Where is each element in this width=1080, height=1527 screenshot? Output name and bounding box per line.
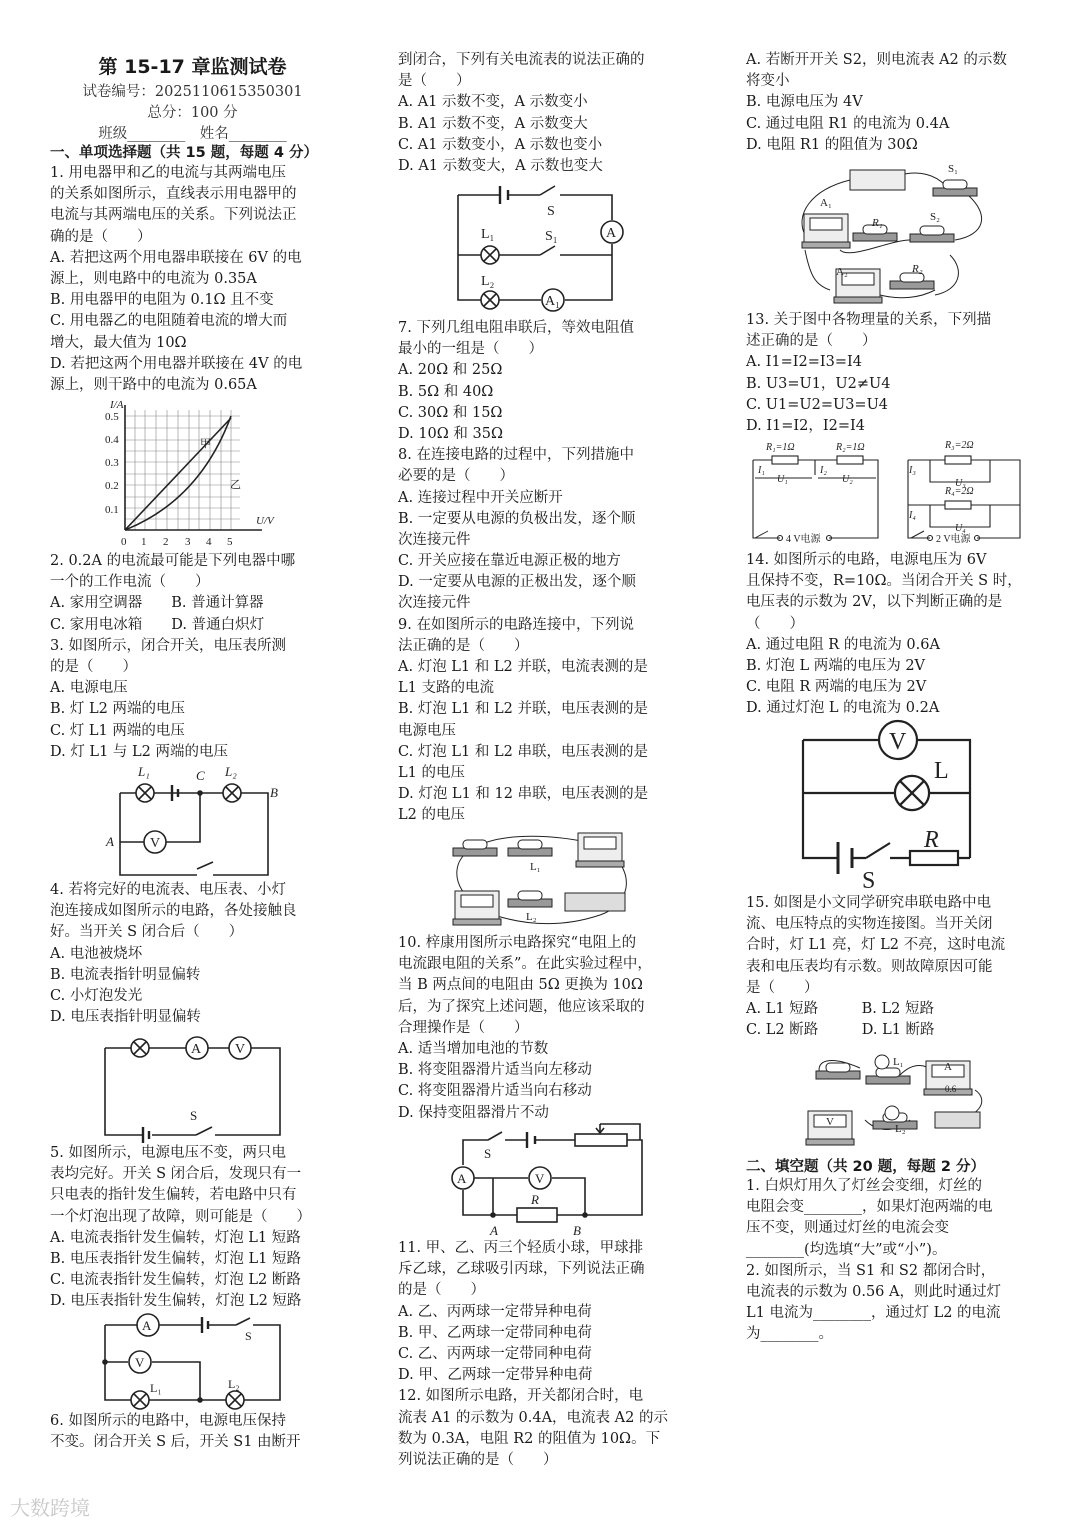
switch-label: S: [190, 1108, 198, 1123]
text-line: C. 家用电冰箱 D. 普通白炽灯: [50, 616, 265, 633]
text-line: B. 一定要从电源的负极出发，逐个顺: [398, 510, 636, 527]
voltage-label: U₂: [842, 474, 853, 485]
voltmeter-label: V: [889, 729, 907, 755]
resistor-label: R: [924, 827, 939, 853]
ammeter-label: A₂: [836, 266, 848, 278]
text-line: 电源电压: [398, 722, 456, 739]
text-line: A. 若断开开关 S2，则电流表 A2 的示数: [746, 52, 1007, 68]
lamp-label: L₁: [481, 227, 495, 242]
text-line: D. 10Ω 和 35Ω: [398, 425, 503, 442]
current-label: I₃: [909, 465, 916, 476]
label-jia: 甲: [200, 438, 211, 450]
text-line: 当 B 两点间的电阻由 5Ω 更换为 10Ω: [398, 977, 643, 994]
label: C: [196, 768, 205, 783]
text-line: 不变。闭合开关 S 后，开关 S1 由断开: [50, 1434, 301, 1451]
voltmeter-label: V: [535, 1171, 545, 1186]
text-line: 7. 下列几组电阻串联后，等效电阻值: [398, 320, 634, 336]
ammeter-label: A₁: [820, 197, 832, 209]
text-line: D. 灯泡 L1 和 12 串联，电压表测的是: [398, 786, 649, 803]
ammeter-label: A: [142, 1318, 152, 1333]
y-axis-label: I/A: [110, 399, 124, 411]
q9-apparatus-picture: [453, 833, 626, 925]
q1-iu-graph: [105, 399, 275, 548]
current-label: I₂: [820, 465, 827, 476]
text-line: D. A1 示数变大，A 示数也变大: [398, 157, 603, 174]
text-line: 3. 如图所示，闭合开关，电压表所测: [50, 637, 286, 654]
text-line: L1 的电压: [398, 764, 465, 781]
axes: [125, 405, 262, 530]
text-line: 次连接元件: [398, 595, 471, 612]
text-line: ________(均选填“大”或“小”)。: [746, 1241, 947, 1258]
text-line: 表均完好。开关 S 闭合后，发现只有一: [50, 1166, 302, 1183]
text-line: D. 若把这两个用电器并联接在 4V 的电: [50, 355, 303, 372]
text-line: C. 用电器乙的电阻随着电流的增大而: [50, 313, 288, 330]
resistor-label: R₂: [912, 263, 923, 275]
text-line: 次连接元件: [398, 531, 471, 548]
text-line: 的是（ ）: [50, 658, 137, 675]
text-line: C. U1=U2=U3=U4: [746, 396, 889, 413]
text-line: 的关系如图所示，直线表示用电器甲的: [50, 186, 297, 203]
text-line: C. 电流表指针发生偏转，灯泡 L2 断路: [50, 1272, 301, 1289]
point-label: A: [490, 1223, 498, 1238]
text-line: 列说法正确的是（ ）: [398, 1451, 558, 1468]
text-line: C. A1 示数变小，A 示数也变小: [398, 136, 603, 153]
switch-label: S: [245, 1329, 252, 1343]
text-line: A. 电源电压: [50, 680, 128, 697]
scale-label: 0.6: [945, 1084, 957, 1094]
label: L₂: [225, 764, 237, 779]
current-label: I₁: [758, 465, 765, 476]
q3-circuit: [105, 764, 278, 875]
text-line: 4. 若将完好的电流表、电压表、小灯: [50, 882, 286, 898]
text-line: 11. 甲、乙、丙三个轻质小球，甲球排: [398, 1240, 644, 1256]
text-line: B. 电流表指针明显偏转: [50, 966, 201, 983]
text-line: D. I1=I2，I2=I4: [746, 417, 865, 434]
text-line: 源上，则干路中的电流为 0.65A: [50, 376, 257, 393]
text-line: B. U3=U1，U2≠U4: [746, 375, 891, 392]
text-line: 12. 如图所示电路，开关都闭合时，电: [398, 1388, 644, 1405]
lamp-label: L₂: [228, 1377, 240, 1391]
text-line: A. 乙、丙两球一定带异种电荷: [398, 1303, 592, 1320]
text-line: 2. 0.2A 的电流最可能是下列电器中哪: [50, 553, 296, 569]
resistor-label: R₁: [872, 217, 883, 229]
q14-circuit: [803, 721, 970, 894]
text-line: A. 家用空调器 B. 普通计算器: [50, 595, 264, 612]
text-line: A. I1=I2=I3=I4: [746, 354, 862, 371]
text-line: 电阻会变________，如果灯泡两端的电: [746, 1199, 993, 1216]
voltage-label: U₁: [777, 474, 788, 485]
text-line: C. 30Ω 和 15Ω: [398, 404, 503, 421]
text-line: 一个的工作电流（ ）: [50, 574, 210, 591]
text-line: 为________。: [746, 1326, 833, 1343]
y-tick: 0.1: [105, 504, 119, 516]
switch-label: S₁: [545, 229, 558, 244]
text-line: 10. 梓康用图所示电路探究“电阻上的: [398, 935, 637, 951]
text-line: C. 灯泡 L1 和 L2 串联，电压表测的是: [398, 743, 648, 760]
x-tick: 3: [185, 536, 191, 548]
text-line: 最小的一组是（ ）: [398, 341, 543, 358]
text-line: 斥乙球，乙球吸引丙球，下列说法正确: [398, 1261, 645, 1278]
section-heading-choice: 一、单项选择题（共 15 题，每题 4 分）: [50, 145, 318, 161]
text-line: D. 通过灯泡 L 的电流为 0.2A: [746, 700, 940, 717]
ammeter-label: A: [606, 226, 617, 241]
text-line: D. 保持变阻器滑片不动: [398, 1104, 549, 1121]
text-line: B. 用电器甲的电阻为 0.1Ω 且不变: [50, 292, 274, 309]
voltmeter-label: V: [150, 836, 161, 851]
label: L₁: [138, 764, 150, 779]
label-yi: 乙: [230, 479, 241, 491]
text-line: 8. 在连接电路的过程中，下列措施中: [398, 447, 634, 464]
label: A: [106, 834, 114, 849]
text-line: 9. 在如图所示的电路连接中，下列说: [398, 616, 634, 633]
text-line: 泡连接成如图所示的电路，各处接触良: [50, 903, 297, 920]
text-line: 合时，灯 L1 亮，灯 L2 不亮，这时电流: [746, 937, 1006, 954]
x-tick: 5: [227, 536, 233, 548]
lamp-label: L₂: [526, 911, 537, 923]
text-line: 电流表的示数为 0.56 A，则此时通过灯: [746, 1283, 1001, 1300]
source-label: 4 V电源: [786, 534, 821, 545]
text-line: 电压表的示数为 2V，以下判断正确的是: [746, 594, 1003, 611]
lamp-label: L₁: [893, 1056, 904, 1068]
ammeter-label: A: [457, 1171, 467, 1186]
lamp-label: L₁: [150, 1381, 162, 1395]
text-line: 且保持不变，R=10Ω。当闭合开关 S 时，: [746, 573, 1022, 590]
text-line: B. A1 示数不变，A 示数变大: [398, 115, 588, 132]
resistor-label: R₁=1Ω: [766, 442, 795, 453]
q4-circuit: [105, 1037, 280, 1143]
q12-apparatus-picture: [802, 163, 982, 303]
text-line: 流、电压特点的实物连接图。当开关闭: [746, 916, 993, 933]
text-line: A. 20Ω 和 25Ω: [398, 362, 503, 379]
text-line: B. 将变阻器滑片适当向左移动: [398, 1062, 592, 1079]
text-line: C. 电阻 R 两端的电压为 2V: [746, 679, 927, 696]
switch-label: S₁: [948, 163, 958, 175]
text-line: 电流与其两端电压的关系。下列说法正: [50, 207, 297, 224]
text-line: C. 灯 L1 两端的电压: [50, 722, 185, 739]
text-line: 5. 如图所示，电源电压不变，两只电: [50, 1145, 286, 1161]
text-line: B. 灯泡 L 两端的电压为 2V: [746, 657, 926, 674]
text-line: B. 灯泡 L1 和 L2 并联，电压表测的是: [398, 701, 649, 718]
q6-circuit: [458, 186, 623, 311]
text-line: A. 通过电阻 R 的电流为 0.6A: [746, 636, 940, 653]
text-line: 电流跟电阻的关系”。在此实验过程中，: [398, 956, 652, 973]
text-line: C. 将变阻器滑片适当向右移动: [398, 1083, 592, 1100]
lamp-label: L₂: [895, 1123, 906, 1135]
text-line: A. 若把这两个用电器串联接在 6V 的电: [50, 249, 302, 266]
text-line: A. 电流表指针发生偏转，灯泡 L1 短路: [50, 1229, 301, 1246]
source-label: 2 V电源: [936, 534, 971, 545]
text-line: A. 电池被烧坏: [50, 945, 143, 962]
text-line: 1. 白炽灯用久了灯丝会变细，灯丝的: [746, 1178, 982, 1194]
y-tick: 0.5: [105, 411, 119, 423]
text-line: 6. 如图所示的电路中，电源电压保持: [50, 1413, 286, 1429]
x-tick: 2: [163, 536, 169, 548]
text-line: C. 小灯泡发光: [50, 987, 143, 1004]
resistor-label: R: [531, 1192, 539, 1207]
text-line: C. 乙、丙两球一定带同种电荷: [398, 1345, 592, 1362]
text-line: 表和电压表均有示数。则故障原因可能: [746, 958, 993, 975]
ammeter-label: A: [191, 1042, 202, 1057]
switch-label: S: [484, 1146, 492, 1161]
text-line: D. 一定要从电源的正极出发，逐个顺: [398, 574, 636, 591]
text-line: 的是（ ）: [398, 1282, 485, 1299]
voltmeter-label: V: [826, 1116, 834, 1128]
paper-number: 试卷编号：2025110615350301: [82, 84, 303, 100]
text-line: L1 支路的电流: [398, 680, 494, 697]
switch-label: S: [862, 868, 876, 894]
text-line: 将变小: [746, 73, 790, 90]
voltmeter-label: V: [135, 1355, 145, 1370]
text-line: B. 灯 L2 两端的电压: [50, 701, 185, 718]
text-line: 一个灯泡出现了故障，则可能是（ ）: [50, 1208, 311, 1225]
text-line: （ ）: [746, 615, 804, 632]
resistor-label: R₄=2Ω: [945, 486, 974, 497]
x-tick: 1: [141, 536, 147, 548]
text-line: 只电表的指针发生偏转，若电路中只有: [50, 1187, 297, 1204]
text-line: 数为 0.3A，电阻 R2 的阻值为 10Ω。下: [398, 1430, 661, 1447]
text-line: D. 电阻 R1 的阻值为 30Ω: [746, 136, 918, 153]
text-line: C. 通过电阻 R1 的电流为 0.4A: [746, 115, 950, 132]
text-line: D. 甲、乙两球一定带异种电荷: [398, 1367, 593, 1384]
text-line: B. 电压表指针发生偏转，灯泡 L1 短路: [50, 1250, 301, 1267]
x-tick: 0: [121, 536, 127, 548]
text-line: 14. 如图所示的电路，电源电压为 6V: [746, 552, 987, 568]
text-line: D. 电压表指针发生偏转，灯泡 L2 短路: [50, 1293, 302, 1310]
ammeter-label: A: [944, 1061, 952, 1073]
text-line: D. 电压表指针明显偏转: [50, 1009, 201, 1026]
text-line: 合理操作是（ ）: [398, 1019, 529, 1036]
text-line: 15. 如图是小文同学研究串联电路中电: [746, 895, 992, 911]
text-line: 压不变，则通过灯丝的电流会变: [746, 1220, 949, 1237]
text-line: A. L1 短路 B. L2 短路: [746, 1000, 934, 1017]
section-heading-fill: 二、填空题（共 20 题，每题 2 分）: [746, 1159, 985, 1175]
watermark-logo: 大数跨境: [10, 1496, 90, 1520]
lamp-label: L₂: [481, 274, 495, 289]
switch-label: S: [547, 204, 555, 219]
text-line: A. 灯泡 L1 和 L2 并联，电流表测的是: [398, 659, 648, 675]
text-line: A. 连接过程中开关应断开: [398, 489, 563, 506]
label: B: [270, 785, 278, 800]
text-line: C. 开关应接在靠近电源正极的地方: [398, 553, 621, 570]
text-line: D. 灯 L1 与 L2 两端的电压: [50, 743, 228, 760]
text-line: 是（ ）: [398, 73, 471, 90]
voltage-label: U₄: [955, 523, 966, 534]
text-line: C. L2 断路 D. L1 断路: [746, 1022, 935, 1039]
text-line: B. 5Ω 和 40Ω: [398, 383, 494, 400]
text-line: 源上，则电路中的电流为 0.35A: [50, 270, 257, 287]
voltmeter-label: V: [235, 1042, 246, 1057]
text-line: 好。当开关 S 闭合后（ ）: [50, 924, 244, 941]
text-line: L1 电流为________，通过灯 L2 的电流: [746, 1305, 1001, 1322]
y-tick: 0.4: [105, 434, 119, 446]
y-tick: 0.3: [105, 457, 119, 469]
text-line: A. 适当增加电池的节数: [398, 1040, 549, 1057]
switch-label: S₂: [930, 211, 940, 223]
resistor-label: R₃=2Ω: [945, 440, 974, 451]
text-line: 1. 用电器甲和乙的电流与其两端电压: [50, 165, 286, 181]
text-line: 法正确的是（ ）: [398, 637, 529, 654]
y-tick: 0.2: [105, 480, 119, 492]
voltage-label: U₃: [955, 478, 966, 489]
text-line: 增大，最大值为 10Ω: [50, 334, 187, 351]
text-line: 述正确的是（ ）: [746, 333, 877, 350]
text-line: L2 的电压: [398, 807, 465, 824]
q15-apparatus-picture: [806, 1055, 982, 1145]
text-line: A. A1 示数不变，A 示数变小: [398, 94, 588, 111]
total-score: 总分：100 分: [147, 105, 238, 121]
class-name-fields: 班级________ 姓名________: [98, 126, 287, 142]
text-line: 13. 关于图中各物理量的关系，下列描: [746, 312, 992, 328]
q10-circuit: [452, 1124, 642, 1238]
lamp-label: L₁: [530, 861, 541, 873]
text-line: 流表 A1 的示数为 0.4A，电流表 A2 的示: [398, 1409, 668, 1426]
resistor-label: R₂=1Ω: [836, 442, 865, 453]
text-line: 后，为了探究上述问题，他应该采取的: [398, 998, 645, 1015]
q5-circuit: [103, 1314, 280, 1409]
text-line: 2. 如图所示，当 S1 和 S2 都闭合时，: [746, 1262, 996, 1279]
lamp-label: L: [934, 758, 949, 784]
text-line: B. 电源电压为 4V: [746, 94, 863, 111]
text-line: 到闭合，下列有关电流表的说法正确的: [398, 52, 645, 68]
x-axis-label: U/V: [256, 515, 274, 527]
current-label: I₄: [909, 510, 916, 521]
text-line: 确的是（ ）: [50, 228, 152, 245]
text-line: B. 甲、乙两球一定带同种电荷: [398, 1324, 592, 1341]
exam-title: 第 15-17 章监测试卷: [98, 56, 287, 78]
text-line: 必要的是（ ）: [398, 468, 514, 485]
point-label: B: [573, 1223, 581, 1238]
x-tick: 4: [206, 536, 212, 548]
text-line: 是（ ）: [746, 979, 819, 996]
q13-circuits: [753, 440, 1020, 545]
ammeter-label: A₁: [545, 294, 560, 309]
